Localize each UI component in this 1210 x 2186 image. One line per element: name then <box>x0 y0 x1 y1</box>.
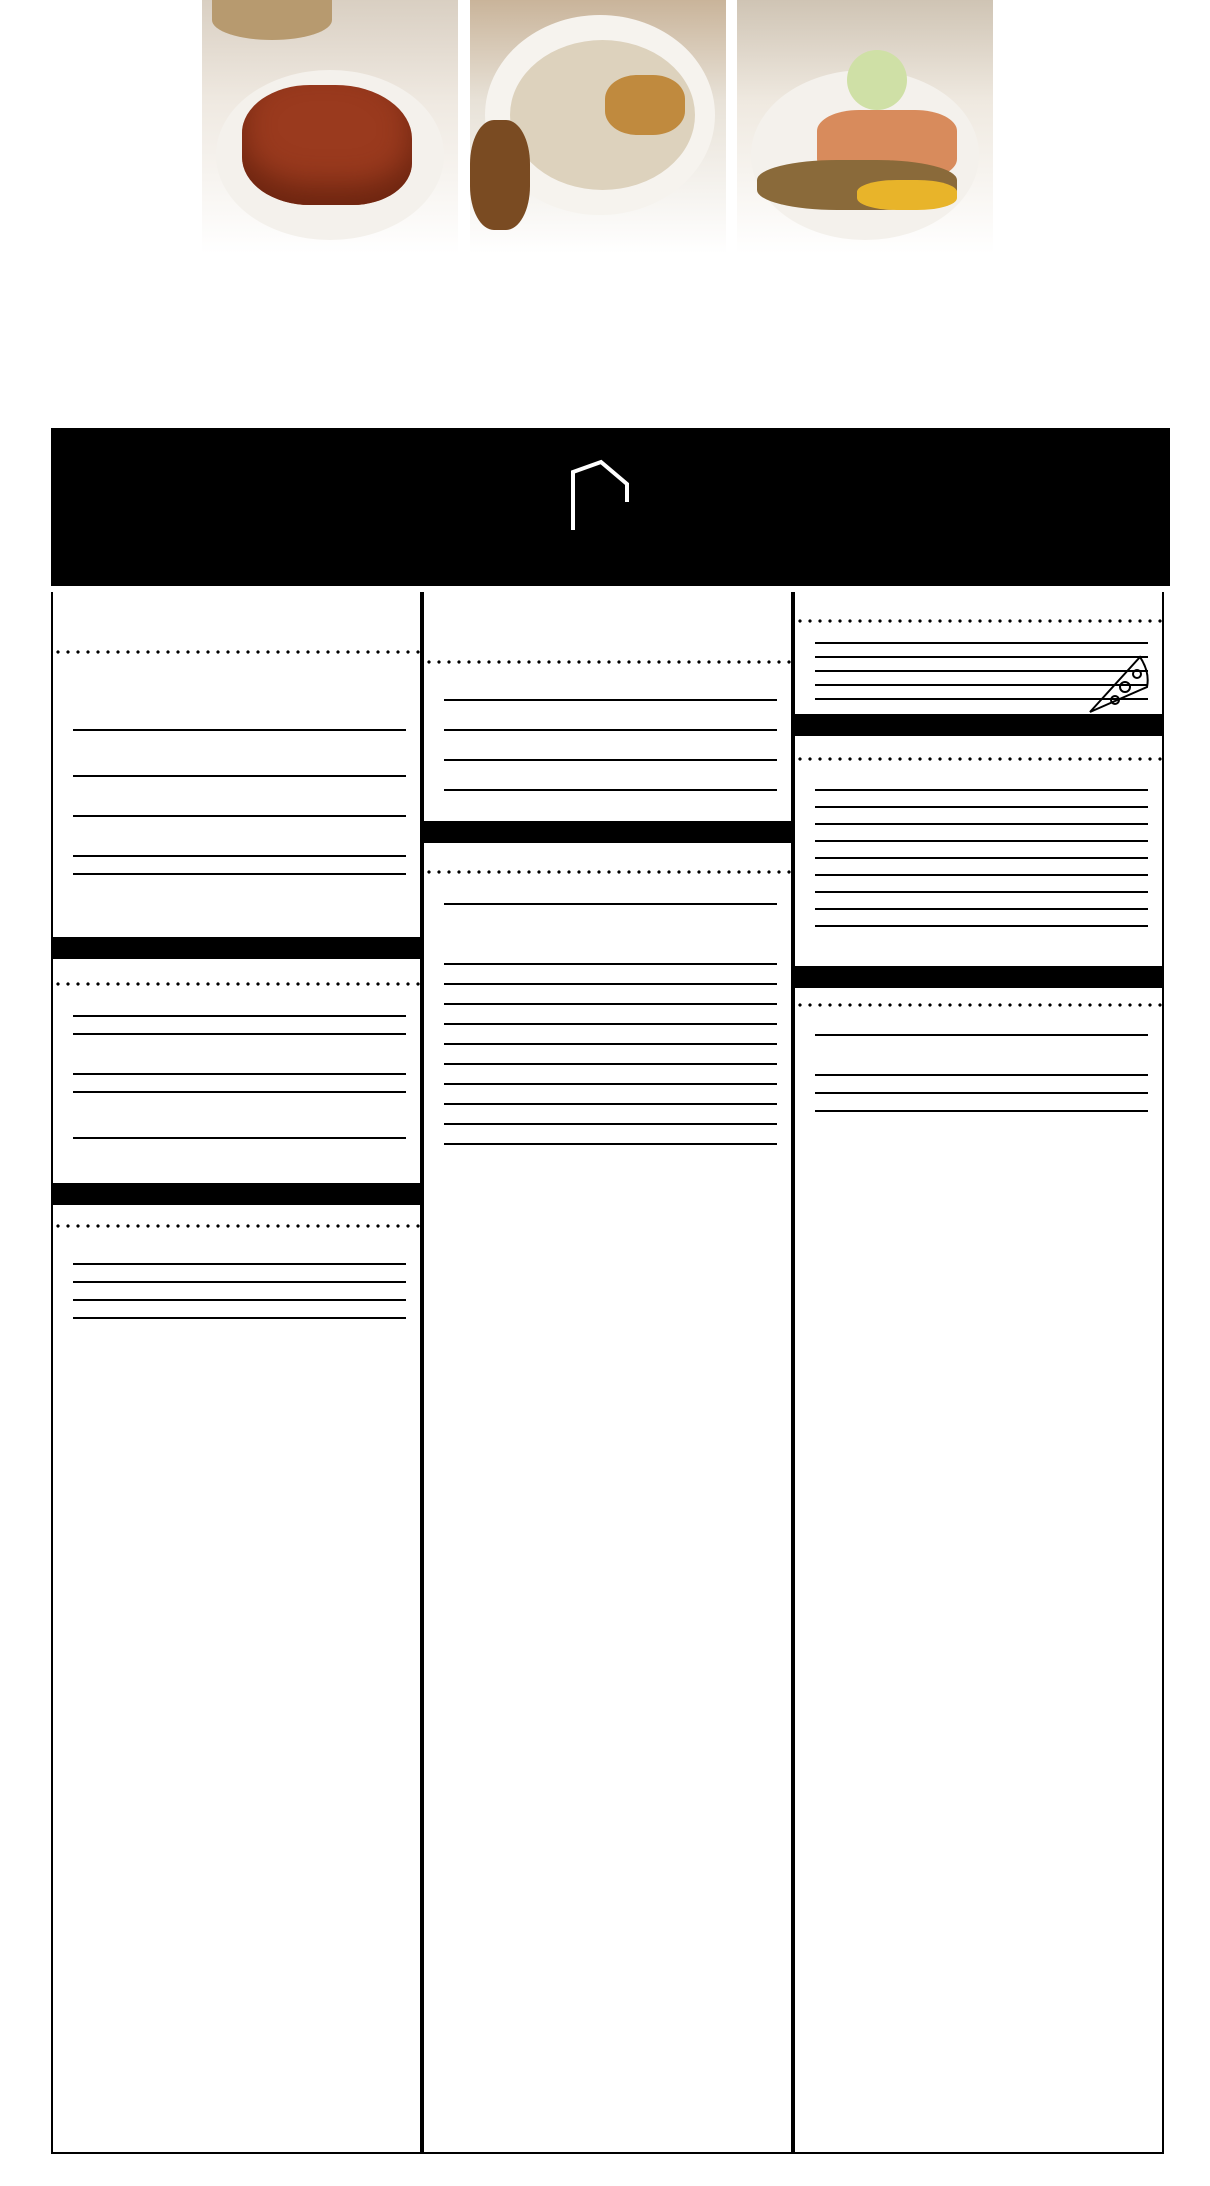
featured-salmon <box>737 282 993 304</box>
menu-item <box>815 1018 1148 1036</box>
item-option <box>217 1115 347 1129</box>
menu-item <box>444 985 777 1005</box>
menu-item <box>815 859 1148 876</box>
menu-item <box>815 1112 1148 1128</box>
item-option <box>217 1101 347 1115</box>
menu-item <box>444 905 777 965</box>
menu-item <box>73 1247 406 1265</box>
logo-house-icon <box>561 458 661 533</box>
menu-item <box>815 1036 1148 1076</box>
item-option <box>217 679 347 693</box>
item-option <box>815 942 829 954</box>
menu-item <box>73 777 406 817</box>
menu-item <box>815 927 1148 964</box>
tacos-list <box>795 1018 1162 1128</box>
menu-item <box>73 875 406 931</box>
menu-item <box>73 1075 406 1093</box>
menu-item <box>73 671 406 731</box>
item-option <box>87 753 217 767</box>
sopas-title <box>53 1205 420 1213</box>
menu-item <box>815 658 1148 672</box>
menu-item <box>444 791 777 819</box>
item-option-row <box>73 789 406 807</box>
item-option-row <box>73 887 406 905</box>
menu-item <box>444 701 777 731</box>
menu-item <box>73 817 406 857</box>
menu-item <box>815 700 1148 712</box>
menu-item <box>444 761 777 791</box>
menu-item <box>815 672 1148 686</box>
menu-item <box>815 808 1148 825</box>
tacos-title <box>795 988 1162 994</box>
item-option <box>217 739 347 753</box>
item-option-row <box>815 938 1148 956</box>
menu-item <box>73 1035 406 1075</box>
item-options <box>73 679 406 721</box>
menu-item <box>73 999 406 1017</box>
brand-banner <box>51 428 1170 586</box>
menu-item <box>444 1005 777 1025</box>
item-option-row <box>73 1151 406 1169</box>
menu-item <box>444 885 777 905</box>
menu-item <box>815 644 1148 658</box>
menu-item <box>444 1045 777 1065</box>
menu-item <box>73 731 406 777</box>
desayunos-list <box>53 671 420 931</box>
item-options <box>73 739 406 767</box>
item-option-row <box>444 917 777 935</box>
sandwiches-title <box>795 736 1162 746</box>
item-option <box>73 891 87 903</box>
featured-crema <box>470 282 726 304</box>
item-option <box>217 707 347 721</box>
item-options <box>73 1101 406 1129</box>
entradas-title <box>53 959 420 969</box>
menu-item <box>815 1076 1148 1094</box>
item-option-row <box>73 905 406 923</box>
menu-item <box>815 630 1148 644</box>
especialidades-list <box>424 885 791 1163</box>
pizzas-title <box>795 592 1162 606</box>
menu-item <box>444 1025 777 1045</box>
item-option <box>73 793 87 805</box>
salmon-photo <box>737 0 993 254</box>
menu-item <box>815 825 1148 842</box>
item-option <box>87 707 217 721</box>
menu-item <box>815 1094 1148 1112</box>
item-option <box>87 1101 217 1115</box>
menu-item <box>444 1125 777 1145</box>
item-option-row <box>815 1048 1148 1066</box>
wave-divider <box>53 937 420 959</box>
wave-divider <box>53 1183 420 1205</box>
sandwiches-list <box>795 774 1162 964</box>
wave-divider <box>795 966 1162 988</box>
menu-item <box>73 1017 406 1035</box>
menu-item <box>815 876 1148 893</box>
item-option <box>87 679 217 693</box>
item-option <box>444 921 458 933</box>
crema-photo <box>470 0 726 254</box>
column-right <box>793 592 1164 2152</box>
menu-item <box>444 1085 777 1105</box>
item-option <box>73 909 87 921</box>
menu-item <box>73 1139 406 1177</box>
lasagna-photo <box>202 0 458 254</box>
item-option <box>87 1115 217 1129</box>
menu-item <box>815 910 1148 927</box>
ensaladas-list <box>424 671 791 819</box>
item-option-row <box>73 1047 406 1065</box>
sopas-list <box>53 1247 420 1335</box>
menu-item <box>73 1093 406 1139</box>
menu-item <box>444 1065 777 1085</box>
menu-item <box>444 731 777 761</box>
item-option <box>87 739 217 753</box>
menu-item <box>73 1265 406 1283</box>
column-left <box>51 592 422 2152</box>
menu-item <box>73 1319 406 1335</box>
desayunos-title <box>53 592 420 637</box>
menu-item <box>815 686 1148 700</box>
item-option <box>73 1155 87 1167</box>
entradas-list <box>53 999 420 1177</box>
featured-lasagna <box>202 282 458 304</box>
item-option <box>217 693 347 707</box>
menu-item <box>73 1283 406 1301</box>
ensaladas-title <box>424 592 791 637</box>
wave-divider <box>51 566 1170 586</box>
column-middle <box>422 592 793 2152</box>
menu-item <box>73 857 406 875</box>
menu-item <box>444 1145 777 1163</box>
item-option <box>87 693 217 707</box>
item-option <box>73 1051 87 1063</box>
especialidades-title <box>424 843 791 857</box>
menu-item <box>815 774 1148 791</box>
menu-item <box>444 671 777 701</box>
menu-item <box>815 842 1148 859</box>
menu-item <box>73 1301 406 1319</box>
item-option <box>444 939 458 951</box>
menu-item <box>815 893 1148 910</box>
item-option-row <box>444 935 777 953</box>
menu-item <box>444 1105 777 1125</box>
item-option <box>73 833 87 845</box>
item-option-row <box>73 829 406 847</box>
menu-item <box>444 965 777 985</box>
pizzas-list <box>795 630 1162 712</box>
wave-divider <box>424 821 791 843</box>
menu-item <box>815 791 1148 808</box>
